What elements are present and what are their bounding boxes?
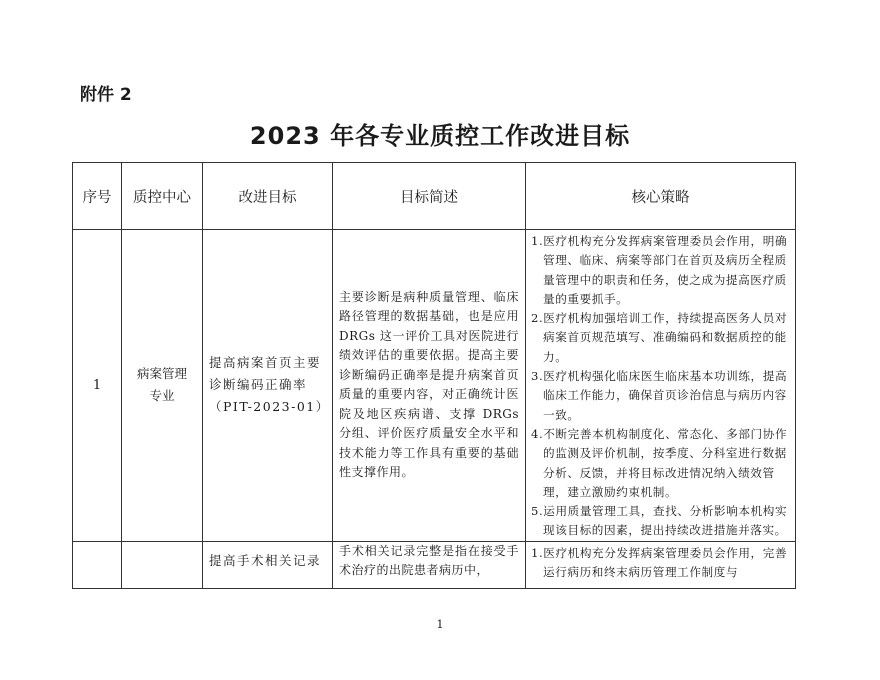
- goal-code: （PIT-2023-01）: [209, 399, 330, 415]
- strategy-item: 1.医疗机构充分发挥病案管理委员会作用，明确管理、临床、病案等部门在首页及病历全程质量管理中的职责和任务，使之成为提高医疗质量的重要抓手。: [531, 234, 788, 306]
- row-number: 1: [73, 230, 122, 542]
- document-title: 2023 年各专业质控工作改进目标: [249, 122, 631, 150]
- attachment-label: 附件 2: [80, 85, 132, 105]
- goal-description-cell: 手术相关记录完整是指在接受手术治疗的出院患者病历中，: [333, 541, 526, 588]
- strategy-item: 1.医疗机构充分发挥病案管理委员会作用，完善运行病历和终末病历管理工作制度与: [531, 545, 788, 580]
- improvement-goal-cell: 提高手术相关记录: [203, 541, 333, 588]
- header-strategy: 核心策略: [526, 163, 796, 230]
- row-number: [73, 541, 122, 588]
- core-strategy-cell: [526, 230, 796, 542]
- table-row: [73, 230, 796, 542]
- strategy-item: 3.医疗机构强化临床医生临床基本功训练，提高临床工作能力，确保首页诊治信息与病历内容一致。: [531, 369, 788, 422]
- page-number: 1: [436, 618, 444, 631]
- table-row: [73, 541, 796, 588]
- center-line: 病案管理: [136, 366, 187, 382]
- goal-description-cell: 主要诊断是病种质量管理、临床路径管理的数据基础，也是应用 DRGs 这一评价工具对医院进行绩效评估的重要依据。提高主要诊断编码正确率是提升病案首页质量的重要内容，对正确统计医院及地区疾病谱、支撑 DRGs 分组、评价医疗质量安全水平和技术能力等工作具有重要的基础性支撑作用。: [333, 230, 526, 542]
- goal-line: 诊断编码正确率: [209, 377, 308, 393]
- core-strategy-cell: [526, 541, 796, 588]
- strategy-item: 4.不断完善本机构制度化、常态化、多部门协作的监测及评价机制，按季度、分科室进行数据分析、反馈，并将目标改进情况纳入绩效管理，建立激励约束机制。: [531, 426, 788, 499]
- strategy-item: 5.运用质量管理工具，查找、分析影响本机构实现该目标的因素，提出持续改进措施并落实。: [531, 504, 788, 538]
- goal-line: 提高病案首页主要: [209, 355, 322, 371]
- header-goal: 改进目标: [203, 163, 333, 230]
- quality-center-cell: [122, 541, 203, 588]
- strategy-item: 2.医疗机构加强培训工作，持续提高医务人员对病案首页规范填写、准确编码和数据质控的能力。: [531, 311, 788, 364]
- table-header-row: [73, 163, 796, 230]
- center-line: 专业: [149, 388, 175, 404]
- header-center: 质控中心: [122, 163, 203, 230]
- header-num: 序号: [73, 163, 122, 230]
- header-description: 目标简述: [333, 163, 526, 230]
- goals-table: [72, 162, 796, 589]
- improvement-goal-cell: [203, 230, 333, 542]
- quality-center-cell: [122, 230, 203, 542]
